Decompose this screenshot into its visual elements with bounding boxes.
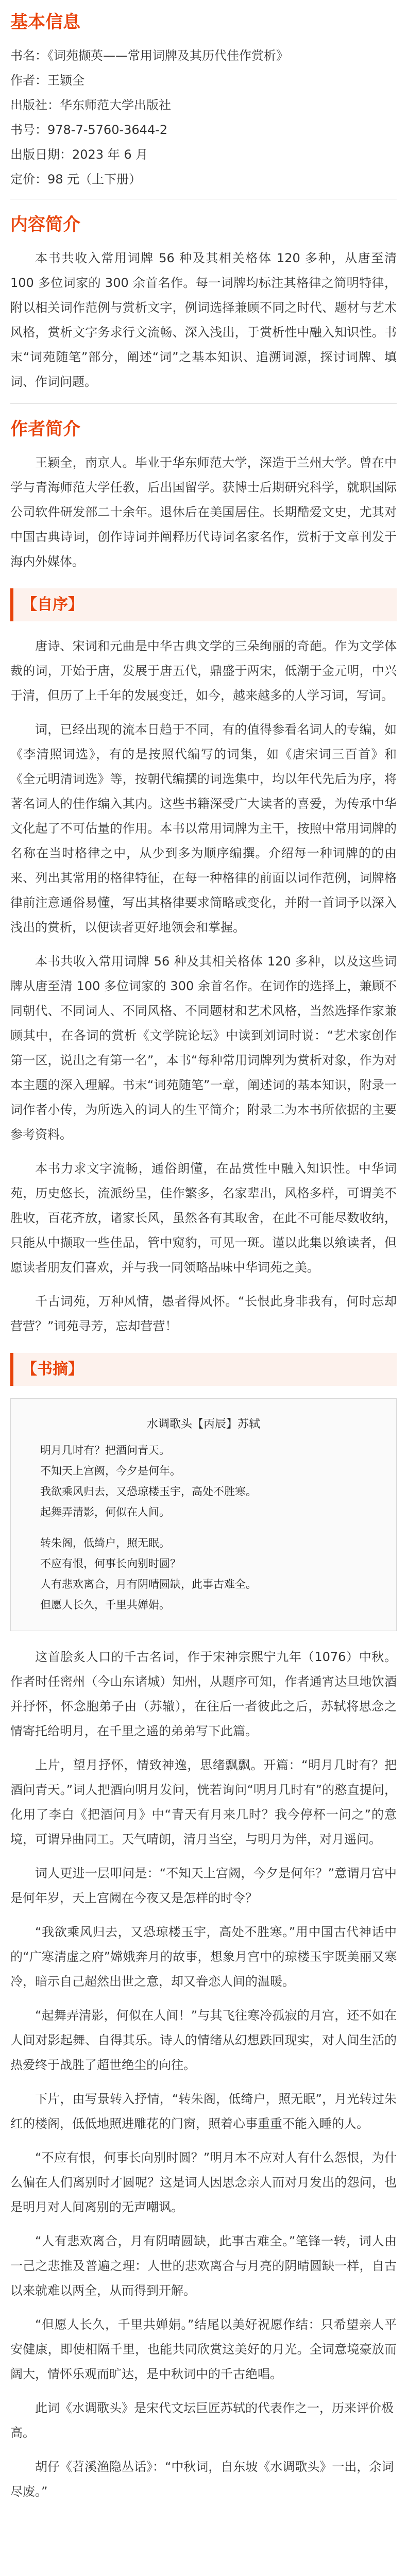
preface-heading: 【自序】 xyxy=(10,588,397,621)
content-summary-section xyxy=(10,213,397,394)
info-line-title: 书名：《词苑撷英——常用词牌及其历代佳作赏析》 xyxy=(10,48,289,63)
preface-paragraph: 词，已经出现的流本日趋于不同，有的值得参看名词人的专编，如《李清照词选》，有的是按照代编写的词集，如《唐宋词三百首》和《全元明清词选》等，按朝代编撰的词选集中，均以年代先后为序，将著名词人的佳作编入其内。这些书籍深受广大读者的喜爱，为传承中华文化起了不可估量的作用。本书以常用词牌为主干，按照中常用词牌的名称在当时格律之中，从少到多为顺序编撰。介绍每一种词牌的的由来、列出其常用的格律特征，在每一种格律的前面以词作范例，词牌格律前注意通俗易懂，写出其格律要求简略或变化，并附一首词予以深入浅出的赏析，以便读者更好地领会和掌握。 xyxy=(10,722,397,935)
preface-paragraph: 千古词苑，万种风情，愚者得风怀。“长恨此身非我有，何时忘却营营？”词苑寻芳，忘却营营！ xyxy=(10,1294,397,1333)
basic-info-list xyxy=(10,43,397,192)
excerpt-heading: 【书摘】 xyxy=(10,1353,397,1386)
excerpt-paragraph: 上片，望月抒怀，情致神逸，思绪飘飘。开篇：“明月几时有？把酒问青天。”词人把酒向明月发问，恍若询问“明月几时有”的憨直提问，化用了李白《把酒问月》中“青天有月来几时？我今停杯一问之”的意境，可谓异曲同工。天气晴朗，清月当空，与明月为伴，对月遥问。 xyxy=(10,1758,397,1846)
poem-line: 人有悲欢离合，月有阴晴圆缺，此事古难全。 xyxy=(40,1578,257,1590)
closing-quote: 此词《水调歌头》是宋代文坛巨匠苏轼的代表作之一，历来评价极高。 xyxy=(10,2401,394,2440)
preface-section xyxy=(10,588,397,1338)
divider xyxy=(10,403,397,404)
basic-info-heading: 基本信息 xyxy=(10,12,80,32)
info-line-price: 定价：98 元（上下册） xyxy=(10,172,142,187)
poem-line: 但愿人长久，千里共婵娟。 xyxy=(40,1599,170,1611)
preface-paragraph: 本书共收入常用词牌 56 种及其相关格体 120 多种，以及这些词牌从唐至清 100 多位词家的 300 余首名作。在词作的选择上，兼顾不同朝代、不同词人、不同风格、不同题材和艺术风格，当然选择作家兼顾其中，在各词的赏析《文学院论坛》中读到刘词时说：“艺术家创作第一区，说出之有第一名”，本书“每种常用词牌列为赏析对象，作为对本主题的深入理解。书末“词苑随笔”一章，阐述词的基本知识，附录一词作者小传，为所选入的词人的生平简介；附录二为本书所依据的主要参考资料。 xyxy=(10,954,397,1142)
page xyxy=(5,10,402,2504)
excerpt-paragraph: “起舞弄清影，何似在人间！”与其飞往寒冷孤寂的月宫，还不如在人间对影起舞、自得其乐。诗人的情绪从幻想跌回现实，对人间生活的热爱终于战胜了超世绝尘的向往。 xyxy=(10,2008,397,2072)
excerpt-paragraph: “但愿人长久，千里共婵娟。”结尾以美好祝愿作结：只希望亲人平安健康，即使相隔千里，也能共同欣赏这美好的月光。全词意境豪放而阔大，情怀乐观而旷达，是中秋词中的千古绝唱。 xyxy=(10,2317,397,2381)
poem-stanza-gap xyxy=(29,1522,378,1533)
content-summary-paragraph: 本书共收入常用词牌 56 种及其相关格体 120 多种，从唐至清 100 多位词家的 300 余首名作。每一词牌均标注其格律之简明特律，附以相关词作范例与赏析文字，例词选择兼顾不同之时代、题材与艺术风格，赏析文字务求行文流畅、深入浅出，于赏析性中融入知识性。书末“词苑随笔”部分，阐述“词”之基本知识、追溯词源，探讨词牌、填词、作词问题。 xyxy=(10,251,397,389)
preface-paragraph: 本书力求文字流畅，通俗朗懂，在品赏性中融入知识性。中华词苑，历史悠长，流派纷呈，佳作繁多，名家辈出，风格多样，可谓美不胜收，百花齐放，诸家长风，虽然各有其取舍，在此不可能尽数收纳，只能从中撷取一些佳品，管中窥豹，可见一斑。谨以此集以飨读者，但愿读者朋友们喜欢，并与我一同领略品味中华词苑之美。 xyxy=(10,1161,397,1275)
excerpt-paragraph: “我欲乘风归去，又恐琼楼玉宇，高处不胜寒。”用中国古代神话中的“广寒清虚之府”嫦娥奔月的故事，想象月宫中的琼楼玉宇既美丽又寒冷，暗示自己超然出世之意，却又眷恋人间的温暖。 xyxy=(10,1925,397,1989)
poem-line: 不应有恨，何事长向别时圆？ xyxy=(40,1557,181,1570)
poem-line: 明月几时有？把酒问青天。 xyxy=(40,1444,170,1456)
poem-image xyxy=(10,1398,397,1631)
basic-info-section xyxy=(10,10,397,192)
poem-line: 起舞弄清影，何似在人间。 xyxy=(40,1506,170,1518)
excerpt-section xyxy=(10,1353,397,2504)
excerpt-paragraph: 这首脍炙人口的千古名词，作于宋神宗熙宁九年（1076）中秋。作者时任密州（今山东诸城）知州，从题序可知，作者通宵达旦地饮酒并抒怀，怀念胞弟子由（苏辙），在往后一者彼此之后，苏轼将思念之情寄托给明月，在千里之遥的弟弟写下此篇。 xyxy=(10,1650,397,1738)
excerpt-paragraph: “人有悲欢离合，月有阴晴圆缺，此事古难全。”笔锋一转，词人由一己之悲推及普遍之理：人世的悲欢离合与月亮的阴晴圆缺一样，自古以来就难以两全，从而得到开解。 xyxy=(10,2234,397,2298)
closing-quote: 胡仔《苕溪渔隐丛话》：“中秋词，自东坡《水调歌头》一出，余词尽废。” xyxy=(10,2460,394,2499)
excerpt-paragraph: 下片，由写景转入抒情，“转朱阁，低绮户，照无眠”，月光转过朱红的楼阁，低低地照进雕花的门窗，照着心事重重不能入睡的人。 xyxy=(10,2092,397,2131)
excerpt-paragraph: 词人更进一层叩问是：“不知天上宫阙，今夕是何年？”意谓月宫中是何年岁，天上宫阙在今夜又是怎样的时令？ xyxy=(10,1866,397,1905)
content-summary-heading: 内容简介 xyxy=(10,214,80,235)
poem-title: 水调歌头【丙辰】苏轼 xyxy=(146,1418,260,1431)
info-line-publisher: 出版社：华东师范大学出版社 xyxy=(10,98,171,112)
preface-paragraph: 唐诗、宋词和元曲是中华古典文学的三朵绚丽的奇葩。作为文学体裁的词，开始于唐，发展于唐五代，鼎盛于两宋，低潮于金元明，中兴于清，但历了上千年的发展变迁，如今，越来越多的人学习词，写词。 xyxy=(10,639,397,703)
poem-line: 我欲乘风归去，又恐琼楼玉宇，高处不胜寒。 xyxy=(40,1485,257,1498)
info-line-author: 作者：王颖全 xyxy=(10,73,84,88)
info-line-isbn: 书号：978-7-5760-3644-2 xyxy=(10,123,168,137)
poem-line: 转朱阁，低绮户，照无眠。 xyxy=(40,1537,170,1549)
author-intro-section xyxy=(10,417,397,574)
info-line-date: 出版日期：2023 年 6 月 xyxy=(10,147,148,162)
poem-line: 不知天上宫阙，今夕是何年。 xyxy=(40,1465,181,1477)
excerpt-paragraph: “不应有恨，何事长向别时圆？”明月本不应对人有什么怨恨，为什么偏在人们离别时才圆呢？这是词人因思念亲人而对月发出的怨问，也是明月对人间离别的无声嘲讽。 xyxy=(10,2150,397,2214)
author-intro-paragraph: 王颖全，南京人。毕业于华东师范大学，深造于兰州大学。曾在中学与青海师范大学任教，后出国留学。获博士后期研究科学，就职国际公司软件研发部二十余年。退休后在美国居住。长期酷爱文史，尤其对中国古典诗词，创作诗词并阐释历代诗词名家名作，赏析于文章刊发于海内外媒体。 xyxy=(10,455,397,569)
author-intro-heading: 作者简介 xyxy=(10,419,80,439)
